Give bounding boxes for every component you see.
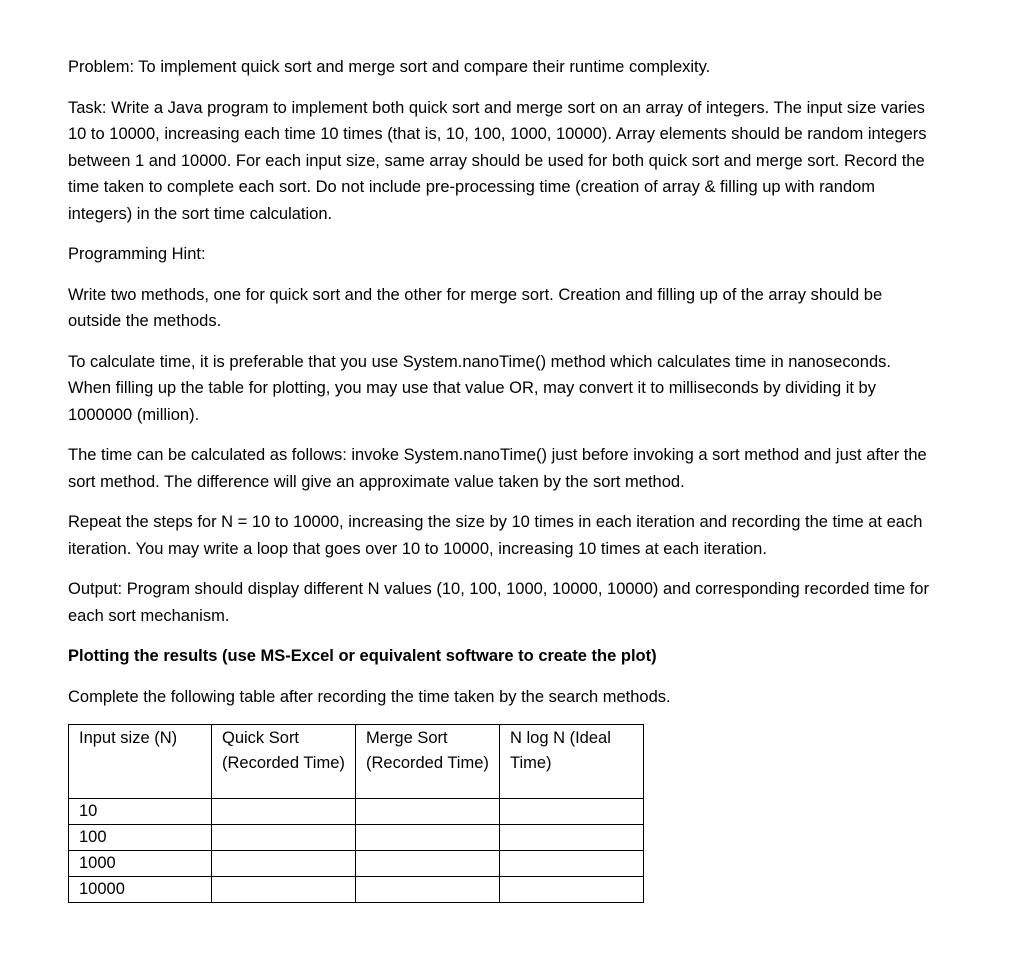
table-row [69,799,644,825]
header-nlogn: N log N (Ideal Time) [500,725,644,799]
cell-quick-sort[interactable] [212,851,356,877]
table-header-row [69,725,644,799]
cell-merge-sort[interactable] [356,851,500,877]
table-row [69,825,644,851]
hint-methods: Write two methods, one for quick sort and the other for merge sort. Creation and filling up of the array should be outside the methods. [68,285,883,330]
cell-quick-sort[interactable] [212,877,356,903]
cell-nlogn[interactable] [500,877,644,903]
header-merge-sort: Merge Sort (Recorded Time) [356,725,500,799]
table-row [69,851,644,877]
header-input-size: Input size (N) [69,725,212,799]
cell-input-size: 100 [69,825,212,851]
table-intro: Complete the following table after recording the time taken by the search methods. [68,687,671,706]
plot-heading: Plotting the results (use MS-Excel or equivalent software to create the plot) [68,647,657,665]
cell-nlogn[interactable] [500,851,644,877]
document-body [68,54,938,903]
cell-merge-sort[interactable] [356,825,500,851]
header-quick-sort: Quick Sort (Recorded Time) [212,725,356,799]
cell-quick-sort[interactable] [212,825,356,851]
results-table [68,724,644,903]
task-description: Task: Write a Java program to implement both quick sort and merge sort on an array of integers. The input size varies 10 to 10000, increasing each time 10 times (that is, 10, 100, 1000, 10000). Array elements should be random integers between 1 and 10000. For each input size, same array should be used for both quick sort and merge sort. Record the time taken to complete each sort. Do not include pre-processing time (creation of array & filling up with random integers) in the sort time calculation. [68,98,927,223]
cell-nlogn[interactable] [500,799,644,825]
cell-merge-sort[interactable] [356,877,500,903]
cell-quick-sort[interactable] [212,799,356,825]
problem-statement: Problem: To implement quick sort and merge sort and compare their runtime complexity. [68,58,711,76]
hint-timing: To calculate time, it is preferable that you use System.nanoTime() method which calculates time in nanoseconds. When filling up the table for plotting, you may use that value OR, may convert it to milliseconds by dividing it by 1000000 (million). [68,352,891,424]
cell-merge-sort[interactable] [356,799,500,825]
hint-repeat: Repeat the steps for N = 10 to 10000, increasing the size by 10 times in each iteration and recording the time at each iteration. You may write a loop that goes over 10 to 10000, increasing 10 times at each iteration. [68,513,923,558]
cell-input-size: 1000 [69,851,212,877]
hint-heading: Programming Hint: [68,245,206,263]
output-description: Output: Program should display different N values (10, 100, 1000, 10000, 10000) and corresponding recorded time for each sort mechanism. [68,580,929,625]
hint-calculation: The time can be calculated as follows: invoke System.nanoTime() just before invoking a sort method and just after the sort method. The difference will give an approximate value taken by the sort method. [68,446,927,491]
cell-input-size: 10000 [69,877,212,903]
cell-input-size: 10 [69,799,212,825]
cell-nlogn[interactable] [500,825,644,851]
table-row [69,877,644,903]
